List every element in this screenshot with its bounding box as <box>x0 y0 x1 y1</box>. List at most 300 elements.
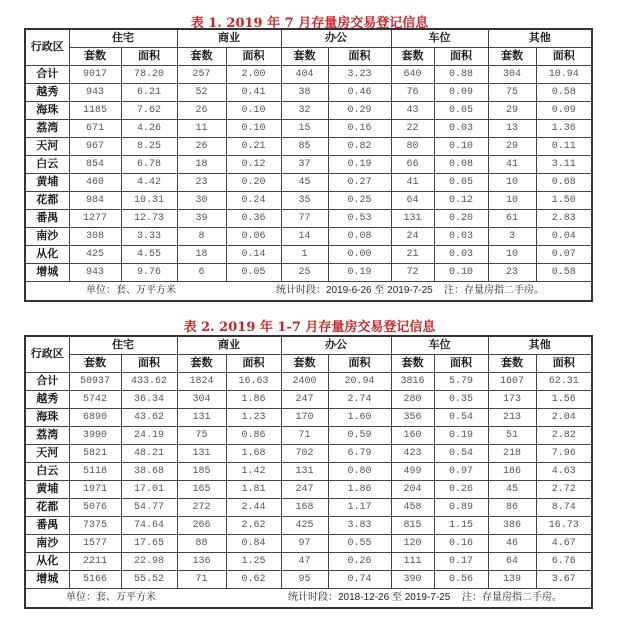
header-row-sub <box>25 355 592 373</box>
cell-value: 3816 <box>391 373 434 391</box>
table-row <box>25 174 592 192</box>
cell-value: 131 <box>281 463 328 481</box>
table-row <box>25 246 592 264</box>
cell-value: 2.62 <box>226 517 281 535</box>
cell-value: 0.03 <box>434 228 488 246</box>
group-header: 其他 <box>488 29 592 48</box>
cell-value: 1.25 <box>226 553 281 571</box>
cell-value: 0.74 <box>328 571 391 589</box>
area-header: 面积 <box>536 355 592 373</box>
cell-value: 136 <box>177 553 226 571</box>
cell-value: 640 <box>391 66 434 84</box>
cell-value: 22.98 <box>121 553 177 571</box>
region-name: 海珠 <box>25 409 69 427</box>
cell-value: 41 <box>391 174 434 192</box>
footer-unit: 单位：套、万平方米 <box>86 285 176 296</box>
cell-value: 16.63 <box>226 373 281 391</box>
area-header: 面积 <box>328 355 391 373</box>
cell-value: 21 <box>391 246 434 264</box>
cell-value: 18 <box>177 246 226 264</box>
cell-value: 943 <box>69 264 121 282</box>
cell-value: 1.36 <box>536 120 592 138</box>
footer-note: 注：存量房指二手房。 <box>444 285 544 296</box>
cell-value: 1971 <box>69 481 121 499</box>
count-header: 套数 <box>391 48 434 66</box>
cell-value: 23 <box>488 264 536 282</box>
cell-value: 0.24 <box>226 192 281 210</box>
cell-value: 72 <box>391 264 434 282</box>
cell-value: 4.63 <box>536 463 592 481</box>
cell-value: 854 <box>69 156 121 174</box>
cell-value: 0.21 <box>226 138 281 156</box>
cell-value: 111 <box>391 553 434 571</box>
cell-value: 5.79 <box>434 373 488 391</box>
cell-value: 218 <box>488 445 536 463</box>
area-header: 面积 <box>434 48 488 66</box>
cell-value: 62.31 <box>536 373 592 391</box>
cell-value: 10 <box>488 192 536 210</box>
cell-value: 3.33 <box>121 228 177 246</box>
cell-value: 78.20 <box>121 66 177 84</box>
region-name: 增城 <box>25 264 69 282</box>
footer <box>25 589 592 609</box>
cell-value: 266 <box>177 517 226 535</box>
cell-value: 29 <box>488 138 536 156</box>
cell-value: 1185 <box>69 102 121 120</box>
table-row <box>25 499 592 517</box>
cell-value: 75 <box>177 427 226 445</box>
cell-value: 97 <box>281 535 328 553</box>
cell-value: 185 <box>177 463 226 481</box>
cell-value: 386 <box>488 517 536 535</box>
cell-value: 0.00 <box>328 246 391 264</box>
region-name: 越秀 <box>25 84 69 102</box>
cell-value: 165 <box>177 481 226 499</box>
cell-value: 10.31 <box>121 192 177 210</box>
cell-value: 2.74 <box>328 391 391 409</box>
region-name: 番禺 <box>25 210 69 228</box>
cell-value: 702 <box>281 445 328 463</box>
cell-value: 80 <box>391 138 434 156</box>
cell-value: 41 <box>488 156 536 174</box>
cell-value: 74.64 <box>121 517 177 535</box>
group-header: 车位 <box>391 29 488 48</box>
cell-value: 61 <box>488 210 536 228</box>
cell-value: 0.11 <box>536 138 592 156</box>
cell-value: 425 <box>69 246 121 264</box>
table-row <box>25 192 592 210</box>
cell-value: 7375 <box>69 517 121 535</box>
cell-value: 55.52 <box>121 571 177 589</box>
table-row <box>25 409 592 427</box>
cell-value: 404 <box>281 66 328 84</box>
cell-value: 120 <box>391 535 434 553</box>
cell-value: 173 <box>488 391 536 409</box>
cell-value: 95 <box>281 571 328 589</box>
cell-value: 43.62 <box>121 409 177 427</box>
footer-unit: 单位：套、万平方米 <box>66 592 156 603</box>
header-row-groups <box>25 29 592 48</box>
region-name: 合计 <box>25 373 69 391</box>
cell-value: 2.00 <box>226 66 281 84</box>
cell-value: 2400 <box>281 373 328 391</box>
cell-value: 0.86 <box>226 427 281 445</box>
cell-value: 10 <box>488 246 536 264</box>
cell-value: 85 <box>281 138 328 156</box>
cell-value: 12.73 <box>121 210 177 228</box>
cell-value: 433.62 <box>121 373 177 391</box>
cell-value: 186 <box>488 463 536 481</box>
cell-value: 36.34 <box>121 391 177 409</box>
cell-value: 24 <box>391 228 434 246</box>
cell-value: 43 <box>391 102 434 120</box>
cell-value: 0.55 <box>328 535 391 553</box>
cell-value: 131 <box>177 445 226 463</box>
cell-value: 247 <box>281 481 328 499</box>
footer <box>25 282 592 302</box>
cell-value: 1.50 <box>536 192 592 210</box>
cell-value: 26 <box>177 102 226 120</box>
cell-value: 0.06 <box>226 228 281 246</box>
region-name: 荔湾 <box>25 427 69 445</box>
cell-value: 29 <box>488 102 536 120</box>
cell-value: 14 <box>281 228 328 246</box>
area-header: 面积 <box>121 48 177 66</box>
table-1-title: 表 1. 2019 年 7 月存量房交易登记信息 <box>190 16 429 31</box>
cell-value: 0.09 <box>536 102 592 120</box>
cell-value: 984 <box>69 192 121 210</box>
table-row <box>25 481 592 499</box>
cell-value: 3.67 <box>536 571 592 589</box>
cell-value: 10.94 <box>536 66 592 84</box>
region-name: 白云 <box>25 156 69 174</box>
cell-value: 0.07 <box>536 246 592 264</box>
cell-value: 967 <box>69 138 121 156</box>
cell-value: 54.77 <box>121 499 177 517</box>
cell-value: 0.20 <box>434 210 488 228</box>
cell-value: 6.76 <box>536 553 592 571</box>
cell-value: 64 <box>488 553 536 571</box>
area-header: 面积 <box>434 355 488 373</box>
cell-value: 50937 <box>69 373 121 391</box>
region-name: 从化 <box>25 246 69 264</box>
cell-value: 0.46 <box>328 84 391 102</box>
count-header: 套数 <box>488 48 536 66</box>
cell-value: 943 <box>69 84 121 102</box>
cell-value: 64 <box>391 192 434 210</box>
region-name: 番禺 <box>25 517 69 535</box>
cell-value: 204 <box>391 481 434 499</box>
footer-row <box>25 282 592 302</box>
cell-value: 5118 <box>69 463 121 481</box>
table-row <box>25 553 592 571</box>
cell-value: 0.80 <box>328 463 391 481</box>
cell-value: 2.04 <box>536 409 592 427</box>
table-row <box>25 156 592 174</box>
table-row <box>25 463 592 481</box>
cell-value: 272 <box>177 499 226 517</box>
cell-value: 0.84 <box>226 535 281 553</box>
cell-value: 0.08 <box>434 156 488 174</box>
cell-value: 0.14 <box>226 246 281 264</box>
region-name: 天河 <box>25 445 69 463</box>
cell-value: 22 <box>391 120 434 138</box>
cell-value: 8.74 <box>536 499 592 517</box>
cell-value: 0.97 <box>434 463 488 481</box>
cell-value: 9017 <box>69 66 121 84</box>
cell-value: 6.79 <box>328 445 391 463</box>
count-header: 套数 <box>69 355 121 373</box>
table-row <box>25 228 592 246</box>
header-row-groups <box>25 336 592 355</box>
cell-value: 10 <box>488 174 536 192</box>
area-header: 面积 <box>226 48 281 66</box>
cell-value: 48.21 <box>121 445 177 463</box>
cell-value: 17.65 <box>121 535 177 553</box>
group-header: 商业 <box>177 336 281 355</box>
cell-value: 247 <box>281 391 328 409</box>
cell-value: 170 <box>281 409 328 427</box>
cell-value: 88 <box>177 535 226 553</box>
group-header: 办公 <box>281 336 391 355</box>
region-name: 黄埔 <box>25 174 69 192</box>
cell-value: 0.35 <box>434 391 488 409</box>
count-header: 套数 <box>281 48 328 66</box>
table-row <box>25 391 592 409</box>
cell-value: 0.56 <box>434 571 488 589</box>
cell-value: 0.54 <box>434 445 488 463</box>
cell-value: 47 <box>281 553 328 571</box>
cell-value: 2.82 <box>536 427 592 445</box>
cell-value: 0.58 <box>536 84 592 102</box>
cell-value: 1.17 <box>328 499 391 517</box>
cell-value: 9.76 <box>121 264 177 282</box>
region-name: 合计 <box>25 66 69 84</box>
cell-value: 15 <box>281 120 328 138</box>
cell-value: 1.81 <box>226 481 281 499</box>
footer-row <box>25 589 592 609</box>
cell-value: 0.08 <box>328 228 391 246</box>
cell-value: 1.56 <box>536 391 592 409</box>
cell-value: 38.68 <box>121 463 177 481</box>
area-header: 面积 <box>121 355 177 373</box>
cell-value: 0.20 <box>226 174 281 192</box>
cell-value: 75 <box>488 84 536 102</box>
region-name: 天河 <box>25 138 69 156</box>
region-name: 荔湾 <box>25 120 69 138</box>
cell-value: 6890 <box>69 409 121 427</box>
region-name: 南沙 <box>25 535 69 553</box>
cell-value: 0.10 <box>434 264 488 282</box>
cell-value: 308 <box>69 228 121 246</box>
cell-value: 3 <box>488 228 536 246</box>
cell-value: 0.59 <box>328 427 391 445</box>
area-header: 面积 <box>226 355 281 373</box>
cell-value: 0.68 <box>536 174 592 192</box>
cell-value: 0.05 <box>226 264 281 282</box>
cell-value: 1824 <box>177 373 226 391</box>
cell-value: 1.23 <box>226 409 281 427</box>
cell-value: 17.01 <box>121 481 177 499</box>
cell-value: 1.86 <box>328 481 391 499</box>
group-header: 商业 <box>177 29 281 48</box>
cell-value: 66 <box>391 156 434 174</box>
table-row <box>25 264 592 282</box>
table-row <box>25 517 592 535</box>
group-header: 住宅 <box>69 29 177 48</box>
cell-value: 46 <box>488 535 536 553</box>
cell-value: 71 <box>281 427 328 445</box>
cell-value: 0.27 <box>328 174 391 192</box>
cell-value: 6 <box>177 264 226 282</box>
cell-value: 3.11 <box>536 156 592 174</box>
table-2 <box>24 335 593 609</box>
cell-value: 23 <box>177 174 226 192</box>
cell-value: 45 <box>281 174 328 192</box>
cell-value: 390 <box>391 571 434 589</box>
cell-value: 2.72 <box>536 481 592 499</box>
cell-value: 257 <box>177 66 226 84</box>
cell-value: 3990 <box>69 427 121 445</box>
cell-value: 11 <box>177 120 226 138</box>
cell-value: 168 <box>281 499 328 517</box>
cell-value: 1.42 <box>226 463 281 481</box>
cell-value: 4.55 <box>121 246 177 264</box>
cell-value: 356 <box>391 409 434 427</box>
cell-value: 18 <box>177 156 226 174</box>
region-name: 越秀 <box>25 391 69 409</box>
cell-value: 1.15 <box>434 517 488 535</box>
cell-value: 0.09 <box>434 84 488 102</box>
cell-value: 0.41 <box>226 84 281 102</box>
cell-value: 131 <box>177 409 226 427</box>
cell-value: 1607 <box>488 373 536 391</box>
cell-value: 77 <box>281 210 328 228</box>
cell-value: 280 <box>391 391 434 409</box>
cell-value: 5821 <box>69 445 121 463</box>
cell-value: 3.23 <box>328 66 391 84</box>
cell-value: 139 <box>488 571 536 589</box>
table-row <box>25 210 592 228</box>
cell-value: 0.17 <box>434 553 488 571</box>
cell-value: 25 <box>281 264 328 282</box>
cell-value: 0.10 <box>434 138 488 156</box>
cell-value: 6.78 <box>121 156 177 174</box>
table-row <box>25 571 592 589</box>
region-name: 黄埔 <box>25 481 69 499</box>
cell-value: 0.16 <box>434 535 488 553</box>
count-header: 套数 <box>488 355 536 373</box>
cell-value: 499 <box>391 463 434 481</box>
cell-value: 38 <box>281 84 328 102</box>
group-header: 办公 <box>281 29 391 48</box>
count-header: 套数 <box>177 355 226 373</box>
count-header: 套数 <box>177 48 226 66</box>
cell-value: 0.19 <box>434 427 488 445</box>
region-name: 花都 <box>25 192 69 210</box>
count-header: 套数 <box>391 355 434 373</box>
cell-value: 0.25 <box>328 192 391 210</box>
table-2-title: 表 2. 2019 年 1-7 月存量房交易登记信息 <box>183 320 436 335</box>
footer-period: 统计时段：2019-6-26 至 2019-7-25 <box>276 285 433 296</box>
cell-value: 0.29 <box>328 102 391 120</box>
area-header: 面积 <box>328 48 391 66</box>
cell-value: 30 <box>177 192 226 210</box>
cell-value: 16.73 <box>536 517 592 535</box>
cell-value: 1.68 <box>226 445 281 463</box>
cell-value: 0.62 <box>226 571 281 589</box>
cell-value: 0.53 <box>328 210 391 228</box>
cell-value: 2.83 <box>536 210 592 228</box>
cell-value: 13 <box>488 120 536 138</box>
cell-value: 304 <box>488 66 536 84</box>
cell-value: 1577 <box>69 535 121 553</box>
cell-value: 5166 <box>69 571 121 589</box>
cell-value: 32 <box>281 102 328 120</box>
cell-value: 213 <box>488 409 536 427</box>
cell-value: 71 <box>177 571 226 589</box>
cell-value: 1.86 <box>226 391 281 409</box>
cell-value: 51 <box>488 427 536 445</box>
cell-value: 0.26 <box>328 553 391 571</box>
region-header: 行政区 <box>25 29 69 66</box>
cell-value: 0.88 <box>434 66 488 84</box>
region-header: 行政区 <box>25 336 69 373</box>
cell-value: 24.19 <box>121 427 177 445</box>
cell-value: 0.54 <box>434 409 488 427</box>
cell-value: 0.05 <box>434 174 488 192</box>
cell-value: 35 <box>281 192 328 210</box>
region-name: 海珠 <box>25 102 69 120</box>
group-header: 其他 <box>488 336 592 355</box>
region-name: 增城 <box>25 571 69 589</box>
cell-value: 39 <box>177 210 226 228</box>
cell-value: 0.03 <box>434 120 488 138</box>
cell-value: 131 <box>391 210 434 228</box>
cell-value: 1277 <box>69 210 121 228</box>
footer-period: 统计时段：2018-12-26 至 2019-7-25 <box>288 592 451 603</box>
table-row <box>25 138 592 156</box>
cell-value: 4.26 <box>121 120 177 138</box>
cell-value: 671 <box>69 120 121 138</box>
table-row <box>25 66 592 84</box>
cell-value: 8.25 <box>121 138 177 156</box>
group-header: 住宅 <box>69 336 177 355</box>
region-name: 花都 <box>25 499 69 517</box>
cell-value: 4.42 <box>121 174 177 192</box>
cell-value: 7.96 <box>536 445 592 463</box>
cell-value: 0.36 <box>226 210 281 228</box>
count-header: 套数 <box>281 355 328 373</box>
cell-value: 45 <box>488 481 536 499</box>
table-row <box>25 445 592 463</box>
table-row <box>25 427 592 445</box>
cell-value: 0.12 <box>434 192 488 210</box>
cell-value: 0.10 <box>226 120 281 138</box>
region-name: 南沙 <box>25 228 69 246</box>
table-row <box>25 84 592 102</box>
region-name: 白云 <box>25 463 69 481</box>
table-row <box>25 102 592 120</box>
cell-value: 76 <box>391 84 434 102</box>
cell-value: 4.67 <box>536 535 592 553</box>
cell-value: 26 <box>177 138 226 156</box>
cell-value: 20.94 <box>328 373 391 391</box>
count-header: 套数 <box>69 48 121 66</box>
cell-value: 0.03 <box>434 246 488 264</box>
cell-value: 0.12 <box>226 156 281 174</box>
cell-value: 304 <box>177 391 226 409</box>
